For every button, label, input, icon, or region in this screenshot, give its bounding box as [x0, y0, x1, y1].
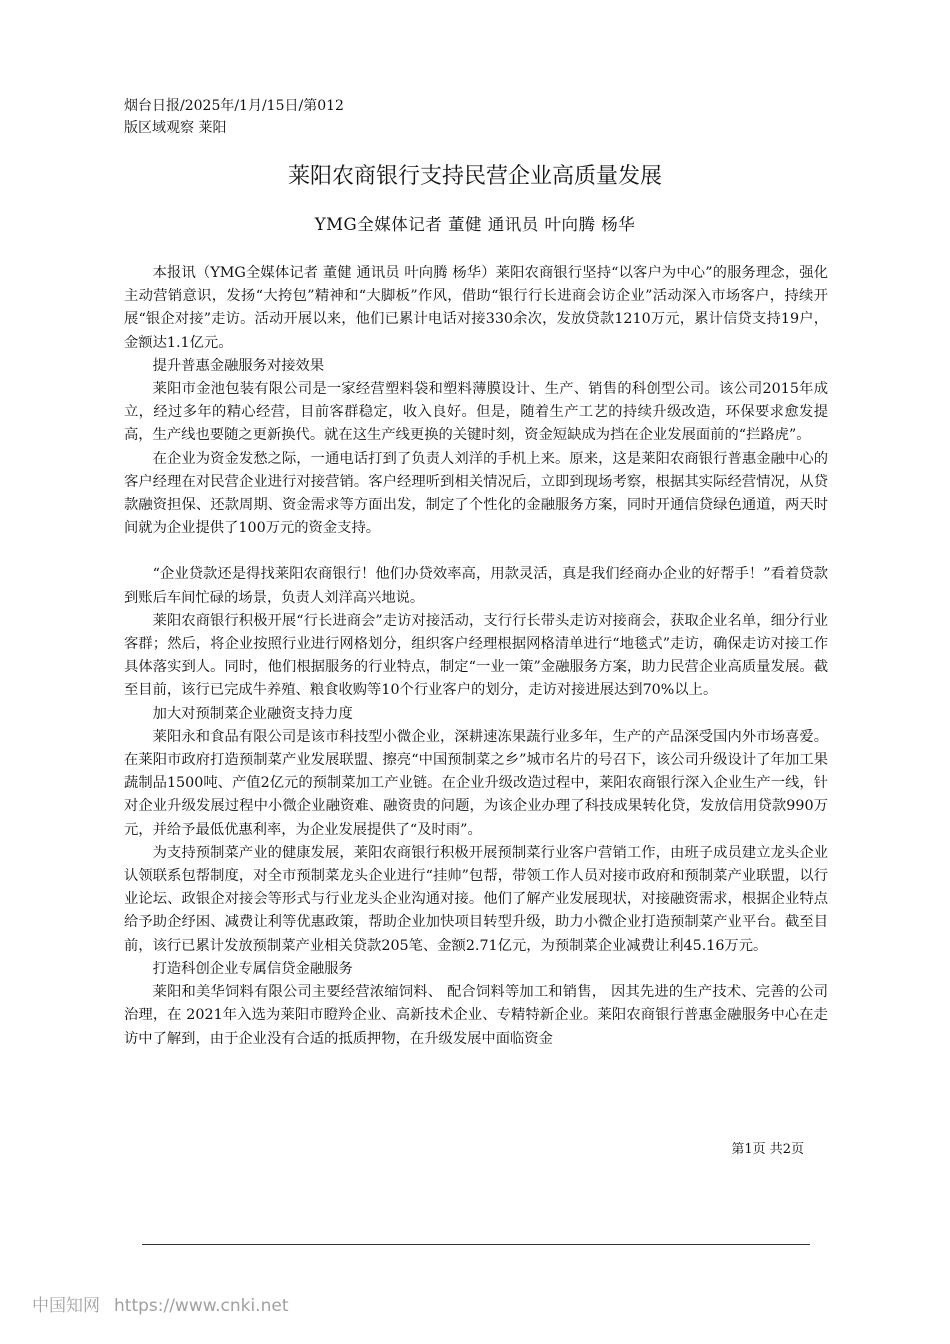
publication-section: 版区域观察 莱阳 [124, 120, 227, 136]
publication-source: 烟台日报/2025年/1月/15日/第012 [124, 98, 344, 114]
paragraph: 本报讯（YMG全媒体记者 董健 通讯员 叶向腾 杨华）莱阳农商银行坚持“以客户为中心”的服务理念，强化主动营销意识，发扬“大挎包”精神和“大脚板”作风，借助“银行行长进商会访企业”活动深入市场客户，持续开展“银企对接”走访。活动开展以来，他们已累计电话对接330余次，发放贷款1210万元，累计信贷支持19户，金额达1.1亿元。 [124, 265, 828, 351]
section-heading: 打造科创企业专属信贷金融服务 [152, 960, 353, 977]
paragraph: “企业贷款还是得找莱阳农商银行！他们办贷效率高，用款灵活，真是我们经商办企业的好帮手！”看着贷款到账后车间忙碌的场景，负责人刘洋高兴地说。 [124, 566, 828, 606]
paragraph: 莱阳永和食品有限公司是该市科技型小微企业，深耕速冻果蔬行业多年，生产的产品深受国内外市场喜爱。在莱阳市政府打造预制菜产业发展联盟、擦亮“中国预制菜之乡”城市名片的号召下，该公司升级设计了年加工果蔬制品1500吨、产值2亿元的预制菜加工产业链。在企业升级改造过程中，莱阳农商银行深入企业生产一线，针对企业升级发展过程中小微企业融资难、融资贵的问题，为该企业办理了科技成果转化贷，发放信用贷款990万元，并给予最低优惠利率，为企业发展提供了“及时雨”。 [124, 728, 828, 838]
paragraph: 为支持预制菜产业的健康发展，莱阳农商银行积极开展预制菜行业客户营销工作，由班子成员建立龙头企业认领联系包帮制度，对全市预制菜龙头企业进行“挂帅”包帮，带领工作人员对接市政府和预制菜产业联盟，以行业论坛、政银企对接会等形式与行业龙头企业沟通对接。他们了解产业发展现状，对接融资需求，根据企业特点给予助企纾困、减费让利等优惠政策，帮助企业加快项目转型升级，助力小微企业打造预制菜产业平台。截至目前，该行已累计发放预制菜产业相关贷款205笔、金额2.71亿元，为预制菜企业减费让利45.16万元。 [124, 844, 828, 954]
article-byline: YMG全媒体记者 董健 通讯员 叶向腾 杨华 [314, 215, 636, 234]
article-title: 莱阳农商银行支持民营企业高质量发展 [287, 164, 662, 189]
paragraph: 莱阳市金池包装有限公司是一家经营塑料袋和塑料薄膜设计、生产、销售的科创型公司。该公司2015年成立，经过多年的精心经营，目前客群稳定，收入良好。但是，随着生产工艺的持续升级改造，环保要求愈发提高，生产线也要随之更新换代。就在这生产线更换的关键时刻，资金短缺成为挡在企业发展面前的“拦路虎”。 [124, 381, 828, 444]
paragraph: 在企业为资金发愁之际，一通电话打到了负责人刘洋的手机上来。原来，这是莱阳农商银行普惠金融中心的客户经理在对民营企业进行对接营销。客户经理听到相关情况后，立即到现场考察，根据其实际经营情况，从贷款融资担保、还款周期、资金需求等方面出发，制定了个性化的金融服务方案，同时开通信贷绿色通道，两天时间就为企业提供了100万元的资金支持。 [124, 450, 828, 537]
paragraph: 莱阳和美华饲料有限公司主要经营浓缩饲料、 配合饲料等加工和销售， 因其先进的生产技术、完善的公司治理，在 2021年入选为莱阳市瞪羚企业、高新技术企业、专精特新企业。莱阳农商银行普惠金融服务中心在走访中了解到，由于企业没有合适的抵质押物，在升级发展中面临资金 [124, 984, 828, 1047]
section-heading: 提升普惠金融服务对接效果 [152, 357, 325, 374]
footer-divider [142, 1244, 810, 1245]
watermark-brand: 中国知网 [32, 1296, 100, 1316]
cnki-watermark [32, 1294, 288, 1318]
section-heading: 加大对预制菜企业融资支持力度 [152, 705, 353, 722]
watermark-url: https://www.cnki.net [114, 1296, 289, 1316]
paragraph: 莱阳农商银行积极开展“行长进商会”走访对接活动，支行行长带头走访对接商会，获取企业名单，细分行业客群；然后，将企业按照行业进行网格划分，组织客户经理根据网格清单进行“地毯式”走访，确保走访对接工作具体落实到人。同时，他们根据服务的行业特点，制定“一业一策”金融服务方案，助力民营企业高质量发展。截至目前，该行已完成牛养殖、粮食收购等10个行业客户的划分，走访对接进展达到70%以上。 [124, 612, 828, 699]
blank-line [124, 540, 828, 563]
page-indicator: 第1页 共2页 [731, 1142, 804, 1157]
article-body [124, 262, 828, 1051]
